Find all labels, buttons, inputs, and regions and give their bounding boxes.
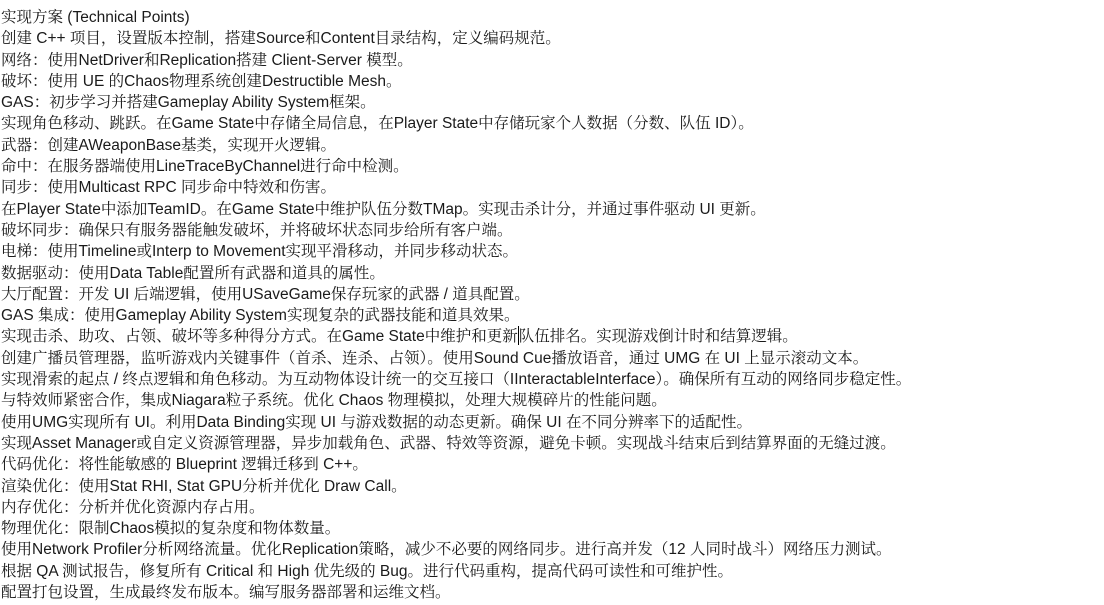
text-line: 与特效师紧密合作，集成Niagara粒子系统。优化 Chaos 物理模拟，处理大规模碎片的性能问题。 [1,392,667,410]
text-line: 破坏同步：确保只有服务器能触发破坏，并将破坏状态同步给所有客户端。 [1,221,513,239]
text-line: 物理优化：限制Chaos模拟的复杂度和物体数量。 [1,520,341,538]
text-line: 实现角色移动、跳跃。在Game State中存储全局信息，在Player State中存储玩家个人数据（分数、队伍 ID）。 [1,115,754,133]
text-line: 破坏：使用 UE 的Chaos物理系统创建Destructible Mesh。 [1,72,402,90]
text-line: 电梯：使用Timeline或Interp to Movement实现平滑移动，并同步移动状态。 [1,243,519,261]
text-segment-before-cursor: 实现击杀、助攻、占领、破坏等多种得分方式。在Game State中维护和更新 [1,328,518,346]
text-line: 渲染优化：使用Stat RHI, Stat GPU分析并优化 Draw Call。 [1,477,407,495]
text-line: 使用UMG实现所有 UI。利用Data Binding实现 UI 与游戏数据的动态更新。确保 UI 在不同分辨率下的适配性。 [1,413,752,431]
text-line: 内存优化：分析并优化资源内存占用。 [1,498,265,516]
text-line: 同步：使用Multicast RPC 同步命中特效和伤害。 [1,179,336,197]
text-line: 使用Network Profiler分析网络流量。优化Replication策略，减少不必要的网络同步。进行高并发（12 人同时战斗）网络压力测试。 [1,541,892,559]
text-line: 数据驱动：使用Data Table配置所有武器和道具的属性。 [1,264,385,282]
text-segment-after-cursor: 队伍排名。实现游戏倒计时和结算逻辑。 [518,328,798,346]
text-line: 大厅配置：开发 UI 后端逻辑，使用USaveGame保存玩家的武器 / 道具配置。 [1,285,530,303]
text-line: 代码优化：将性能敏感的 Blueprint 逻辑迁移到 C++。 [1,456,368,474]
text-line: 网络：使用NetDriver和Replication搭建 Client-Server 模型。 [1,51,413,69]
text-line: 实现方案 (Technical Points) [1,9,190,26]
text-line: 命中：在服务器端使用LineTraceByChannel进行命中检测。 [1,158,409,176]
text-line: 配置打包设置，生成最终发布版本。编写服务器部署和运维文档。 [1,584,451,602]
text-line: 实现Asset Manager或自定义资源管理器，异步加载角色、武器、特效等资源，避免卡顿。实现战斗结束后到结算界面的无缝过渡。 [1,434,896,452]
text-line: 根据 QA 测试报告，修复所有 Critical 和 High 优先级的 Bug。进行代码重构，提高代码可读性和可维护性。 [1,562,734,580]
text-line: GAS 集成：使用Gameplay Ability System实现复杂的武器技能和道具效果。 [1,307,520,325]
text-line [1,326,1104,347]
text-line: 实现滑索的起点 / 终点逻辑和角色移动。为互动物体设计统一的交互接口（IInteractableInterface）。确保所有互动的网络同步稳定性。 [1,371,912,389]
text-line: 创建广播员管理器，监听游戏内关键事件（首杀、连杀、占领）。使用Sound Cue播放语音，通过 UMG 在 UI 上显示滚动文本。 [1,349,869,367]
text-line: 创建 C++ 项目，设置版本控制，搭建Source和Content目录结构，定义编码规范。 [1,30,561,48]
text-line: 武器：创建AWeaponBase基类，实现开火逻辑。 [1,136,337,154]
text-line: GAS：初步学习并搭建Gameplay Ability System框架。 [1,94,376,112]
text-line: 在Player State中添加TeamID。在Game State中维护队伍分数TMap。实现击杀计分，并通过事件驱动 UI 更新。 [1,200,766,218]
